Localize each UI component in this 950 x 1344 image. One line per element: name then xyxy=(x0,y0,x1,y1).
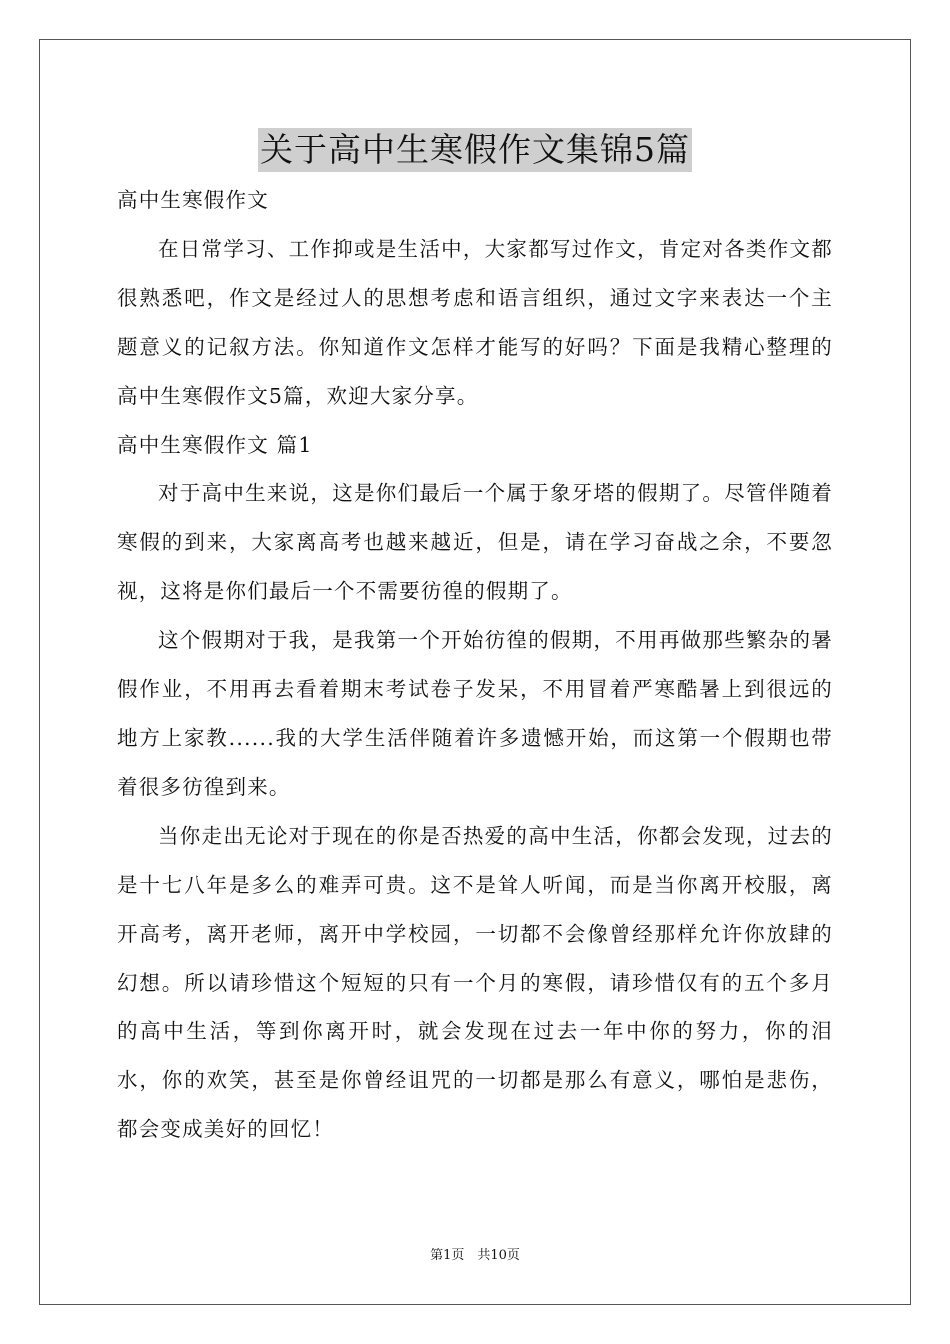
document-title: 关于高中生寒假作文集锦5篇 xyxy=(258,128,692,172)
document-body xyxy=(117,176,833,1154)
document-subtitle: 高中生寒假作文 xyxy=(117,188,269,212)
body-paragraph: 当你走出无论对于现在的你是否热爱的高中生活，你都会发现，过去的是十七八年是多么的难弄可贵。这不是耸人听闻，而是当你离开校服，离开高考，离开老师，离开中学校园，一切都不会像曾经那样允许你放肆的幻想。所以请珍惜这个短短的只有一个月的寒假，请珍惜仅有的五个多月的高中生活，等到你离开时，就会发现在过去一年中你的努力，你的泪水，你的欢笑，甚至是你曾经诅咒的一切都是那么有意义，哪怕是悲伤，都会变成美好的回忆！ xyxy=(117,823,833,1142)
body-paragraph: 这个假期对于我，是我第一个开始彷徨的假期，不用再做那些繁杂的暑假作业，不用再去看着期末考试卷子发呆，不用冒着严寒酷暑上到很远的地方上家教......我的大学生活伴随着许多遗憾开始，而这第一个假期也带着很多彷徨到来。 xyxy=(117,628,833,799)
body-paragraph: 对于高中生来说，这是你们最后一个属于象牙塔的假期了。尽管伴随着寒假的到来，大家离高考也越来越近，但是，请在学习奋战之余，不要忽视，这将是你们最后一个不需要彷徨的假期了。 xyxy=(117,481,833,604)
section-heading: 高中生寒假作文 篇1 xyxy=(117,432,313,457)
page-number: 第1页 共10页 xyxy=(430,1248,520,1263)
document-title-row xyxy=(0,128,950,172)
intro-paragraph: 在日常学习、工作抑或是生活中，大家都写过作文，肯定对各类作文都很熟悉吧，作文是经过人的思想考虑和语言组织，通过文字来表达一个主题意义的记叙方法。你知道作文怎样才能写的好吗？下面是我精心整理的高中生寒假作文5篇，欢迎大家分享。 xyxy=(117,236,833,408)
